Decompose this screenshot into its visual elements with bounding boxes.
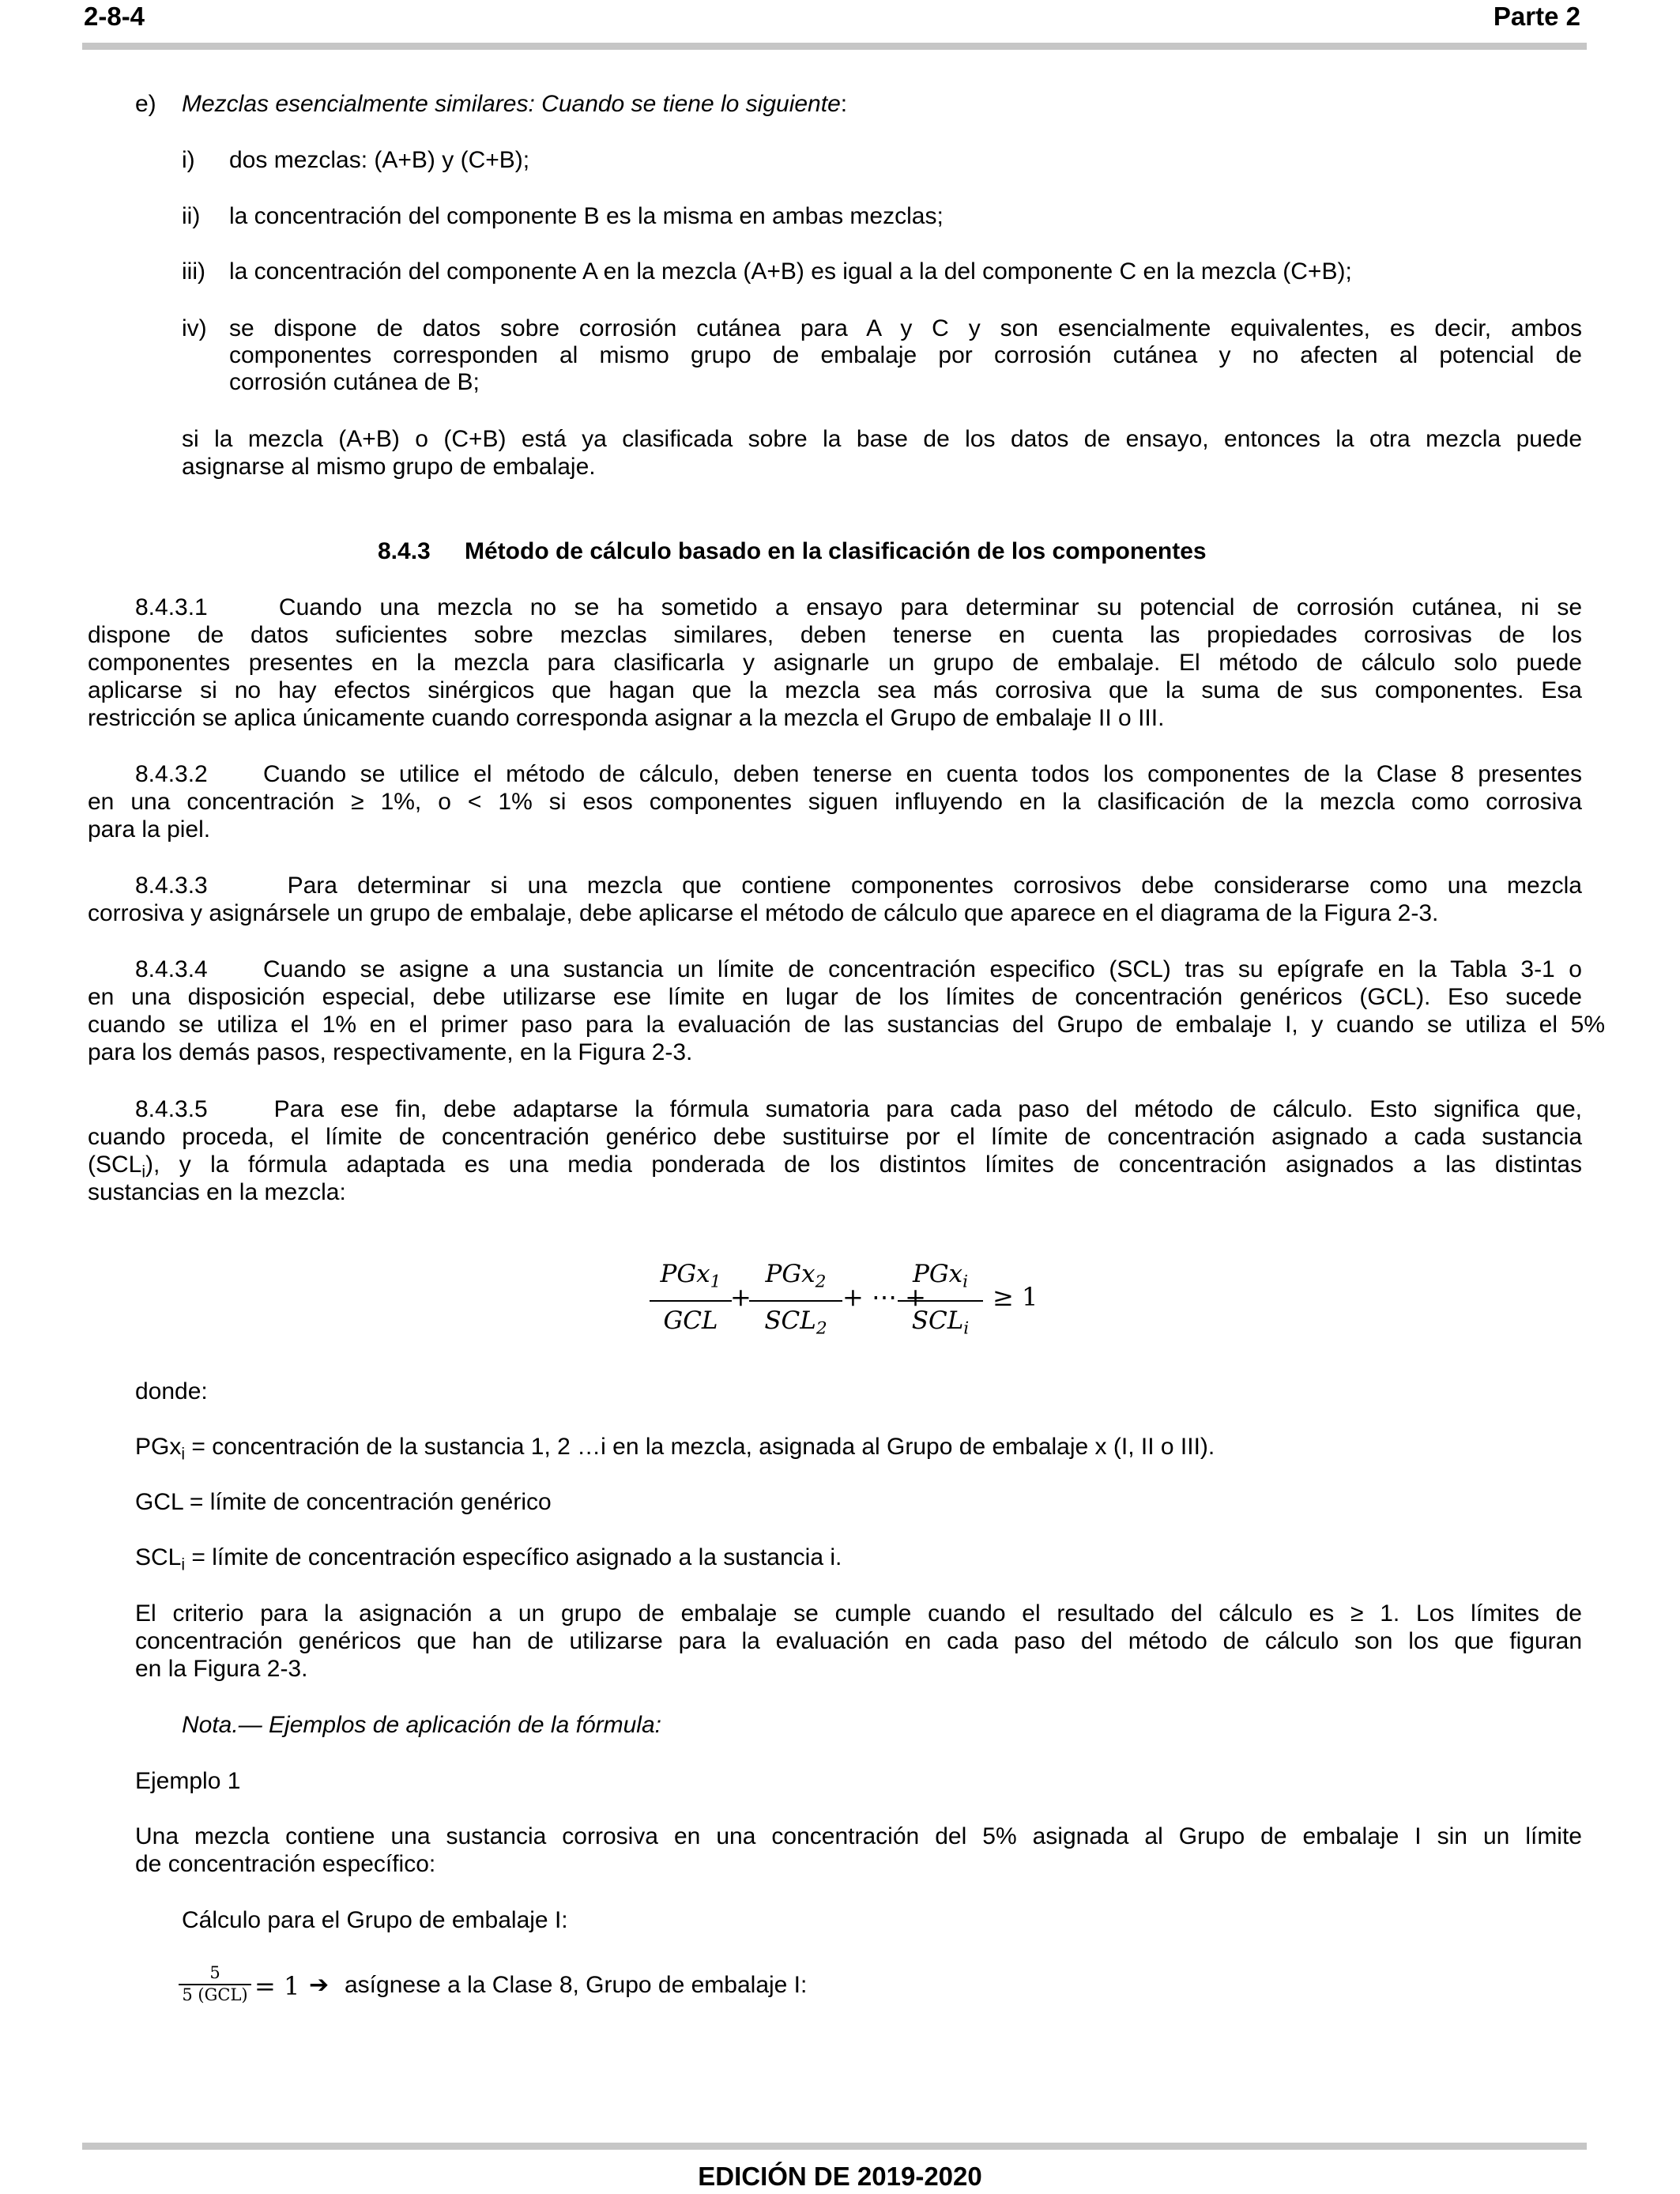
section-number: 8.4.3 — [378, 538, 431, 564]
sub-item-num: i) — [182, 147, 195, 173]
definition-term: PGx — [135, 1434, 182, 1460]
formula-denominator: GCL — [663, 1306, 718, 1335]
formula-numerator — [749, 1258, 842, 1302]
sub-item-text: la concentración del componente A en la mezcla (A+B) es igual a la del componente C en la mezcla (C+B); — [229, 258, 1352, 285]
formula-pgx: PGx — [660, 1260, 710, 1288]
paragraph-line: restricción se aplica únicamente cuando corresponda asignar a la mezcla el Grupo de embalaje II o III. — [88, 705, 1165, 731]
formula-sub: 2 — [815, 1272, 827, 1292]
donde-label: donde: — [135, 1378, 208, 1404]
formula-scl: SCL — [911, 1306, 964, 1335]
example-fraction — [179, 1963, 251, 2004]
sub-item-text-line: corrosión cutánea de B; — [229, 369, 480, 395]
footer-rule — [82, 2143, 1587, 2150]
formula-sub: i — [963, 1318, 970, 1338]
scl-text: (SCL — [88, 1152, 142, 1178]
sub-item-text: la concentración del componente B es la misma en ambas mezclas; — [229, 203, 944, 229]
paragraph-line: en una disposición especial, debe utilizarse ese límite en lugar de los límites de concentración genéricos (GCL). Eso sucede — [88, 984, 1582, 1010]
definition-text: = límite de concentración específico asignado a la sustancia i. — [185, 1544, 842, 1570]
sub-item-text-line: componentes corresponden al mismo grupo de embalaje por corrosión cutánea y no afecten al potencial de — [229, 342, 1582, 368]
formula-sub: i — [962, 1272, 969, 1292]
paragraph-line: 8.4.3.3 Para determinar si una mezcla que contiene componentes corrosivos debe considerarse como una mezcla — [135, 873, 1582, 899]
formula-term-3 — [898, 1258, 983, 1344]
paragraph-line: componentes presentes en la mezcla para clasificarla y asignarle un grupo de embalaje. El método de cálculo solo puede — [88, 650, 1582, 676]
note-text: Nota.— Ejemplos de aplicación de la fórmula: — [182, 1712, 661, 1738]
definition-term: SCL — [135, 1544, 182, 1570]
calc-label: Cálculo para el Grupo de embalaje I: — [182, 1907, 568, 1933]
definition-sub: i — [181, 1555, 186, 1574]
example-text-line: de concentración específico: — [135, 1851, 436, 1877]
item-e-label: e) — [135, 91, 156, 117]
formula-plus: + — [730, 1282, 751, 1312]
edition-label: EDICIÓN DE 2019-2020 — [698, 2162, 982, 2191]
scl-subscript: i — [141, 1163, 146, 1182]
formula-relation: ≥ 1 — [993, 1282, 1038, 1312]
paragraph-line: en una concentración ≥ 1%, o < 1% si esos componentes siguen influyendo en la clasificación de la mezcla como corrosiva — [88, 789, 1582, 815]
example-fraction-denominator: 5 (GCL) — [182, 1985, 248, 2004]
sub-item-text: dos mezclas: (A+B) y (C+B); — [229, 147, 530, 173]
part-label: Parte 2 — [1493, 2, 1580, 31]
sub-item-num: iv) — [182, 315, 207, 341]
page-number: 2-8-4 — [84, 2, 145, 31]
definition-gcl: GCL = límite de concentración genérico — [135, 1489, 552, 1515]
paragraph-line: 8.4.3.4 Cuando se asigne a una sustancia un límite de concentración especifico (SCL) tras su epígrafe en la Tabla 3-1 o — [135, 956, 1582, 982]
formula-term-2 — [749, 1258, 842, 1344]
example-title: Ejemplo 1 — [135, 1768, 241, 1794]
example-equals: = 1 — [254, 1971, 300, 2001]
conclusion-line: si la mezcla (A+B) o (C+B) está ya clasificada sobre la base de los datos de ensayo, entonces la otra mezcla puede — [182, 426, 1582, 452]
paragraph-line: 8.4.3.5 Para ese fin, debe adaptarse la fórmula sumatoria para cada paso del método de cálculo. Esto significa que, — [135, 1096, 1582, 1122]
example-fraction-numerator: 5 — [179, 1963, 251, 1985]
example-text-line: Una mezcla contiene una sustancia corrosiva en una concentración del 5% asignada al Grupo de embalaje I sin un límite — [135, 1823, 1582, 1849]
paragraph-line-rest: ), y la fórmula adaptada es una media ponderada de los distintos límites de concentración asignados a las distintas — [145, 1152, 1582, 1178]
definition-scl — [135, 1544, 842, 1579]
formula-denominator — [898, 1302, 983, 1345]
header-rule — [82, 43, 1587, 50]
formula-numerator — [898, 1258, 983, 1302]
paragraph-line: cuando se utiliza el 1% en el primer paso para la evaluación de las sustancias del Grupo de embalaje I, y cuando se utiliza el 5% — [88, 1012, 1605, 1038]
definition-pgx — [135, 1433, 1215, 1468]
criterion-line: en la Figura 2-3. — [135, 1656, 308, 1682]
section-title: Método de cálculo basado en la clasificación de los componentes — [465, 538, 1207, 564]
paragraph-line: para los demás pasos, respectivamente, en la Figura 2-3. — [88, 1039, 693, 1065]
paragraph-line: aplicarse si no hay efectos sinérgicos que hagan que la mezcla sea más corrosiva que la suma de sus componentes. Esa — [88, 677, 1582, 703]
formula-sub: 2 — [816, 1318, 827, 1338]
criterion-line: concentración genéricos que han de utilizarse para la evaluación en cada paso del método de cálculo son los que figuran — [135, 1628, 1582, 1654]
item-e-colon: : — [840, 91, 848, 117]
item-e-title-text: Mezclas esencialmente similares: Cuando se tiene lo siguiente — [182, 91, 841, 117]
paragraph-line: 8.4.3.2 Cuando se utilice el método de cálculo, deben tenerse en cuenta todos los componentes de la Clase 8 presentes — [135, 761, 1582, 787]
formula-numerator — [650, 1258, 732, 1302]
paragraph-line: dispone de datos suficientes sobre mezclas similares, deben tenerse en cuenta las propiedades corrosivas de los — [88, 622, 1582, 648]
formula-pgx: PGx — [765, 1260, 816, 1288]
formula-denominator — [749, 1302, 842, 1345]
definition-sub: i — [181, 1445, 186, 1464]
arrow-icon: ➔ — [309, 1971, 330, 1999]
paragraph-line: corrosiva y asignársele un grupo de embalaje, debe aplicarse el método de cálculo que aparece en el diagrama de la Figura 2-3. — [88, 900, 1439, 926]
sub-item-text-line: se dispone de datos sobre corrosión cutánea para A y C y son esencialmente equivalentes, es decir, ambos — [229, 315, 1582, 341]
formula-ellipsis: + ⋯ + — [842, 1282, 926, 1312]
formula-pgx: PGx — [912, 1260, 963, 1288]
paragraph-line: 8.4.3.1 Cuando una mezcla no se ha sometido a ensayo para determinar su potencial de corrosión cutánea, ni se — [135, 594, 1582, 620]
conclusion-line: asignarse al mismo grupo de embalaje. — [182, 454, 596, 480]
example-result: asígnese a la Clase 8, Grupo de embalaje I: — [345, 1972, 808, 1998]
sub-item-num: ii) — [182, 203, 201, 229]
item-e-title — [182, 90, 847, 119]
formula-term-1 — [650, 1258, 732, 1336]
definition-text: = concentración de la sustancia 1, 2 …i en la mezcla, asignada al Grupo de embalaje x (I, II o III). — [185, 1434, 1215, 1460]
formula-sub: 1 — [710, 1272, 721, 1292]
paragraph-line: sustancias en la mezcla: — [88, 1179, 346, 1205]
paragraph-line: para la piel. — [88, 816, 211, 843]
sub-item-num: iii) — [182, 258, 205, 285]
criterion-line: El criterio para la asignación a un grupo de embalaje se cumple cuando el resultado del cálculo es ≥ 1. Los límites de — [135, 1600, 1582, 1627]
formula-scl: SCL — [764, 1306, 816, 1335]
paragraph-line: cuando proceda, el límite de concentración genérico debe sustituirse por el límite de concentración asignado a cada sustancia — [88, 1124, 1582, 1150]
